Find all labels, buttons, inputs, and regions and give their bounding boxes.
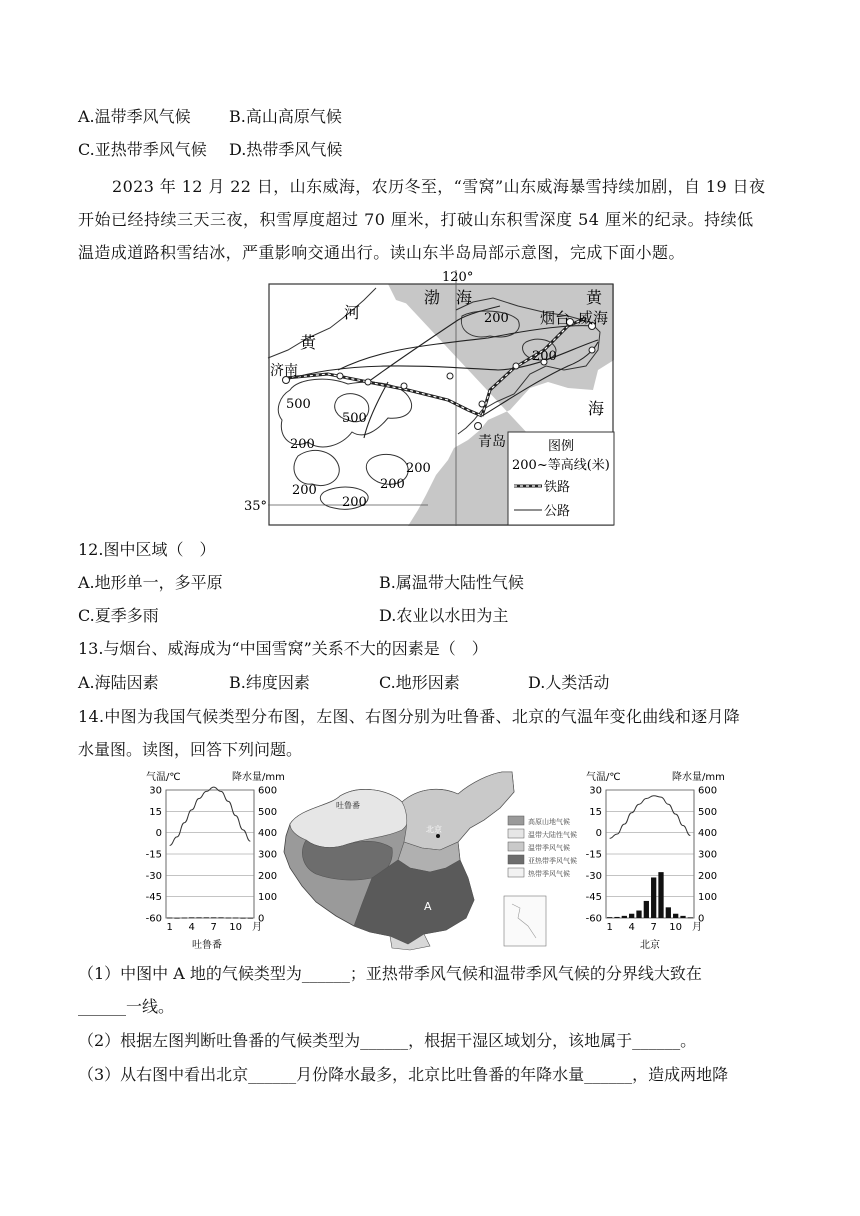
longitude-label: 120° [442,270,474,285]
city-label-weihai: 威海 [578,309,609,327]
map-legend-item: 温带季风气候 [528,844,570,852]
precip-bar [658,872,663,918]
precip-tick-label: 600 [698,785,718,797]
latitude-label: 35° [244,499,268,514]
china-climate-map [284,772,577,950]
temp-tick-label: -15 [145,849,162,861]
precip-bar [666,907,671,918]
month-tick-label: 1 [606,922,613,933]
temp-tick-label: 15 [589,806,602,818]
map-label-a: A [424,900,432,913]
contour-label: 200 [292,483,317,498]
map-label-beijing: 北京 [426,825,442,834]
precip-bar [211,917,216,918]
map-legend-item: 温带大陆性气候 [528,831,577,839]
temp-axis-title: 气温/℃ [146,772,181,783]
precip-bar [218,917,223,918]
q14-sub1-line-2: ______一线。 [78,997,175,1016]
temp-tick-label: -30 [145,870,162,882]
q14-sub1-line-1: （1）中图中 A 地的气候类型为______；亚热带季风气候和温带季风气候的分界线大致在 [78,964,702,983]
q13-stem: 13.与烟台、威海成为“中国雪窝”关系不大的因素是（ ） [78,639,488,658]
q12-option-b: B.属温带大陆性气候 [379,573,524,592]
precip-bar [651,877,656,918]
south-china-sea-inset [504,896,546,946]
precip-bar [673,914,678,918]
temp-tick-label: -45 [585,892,602,904]
q14-sub3: （3）从右图中看出北京______月份降水最多，北京比吐鲁番的年降水量______，造成两地降 [78,1065,729,1084]
precip-tick-label: 200 [258,870,278,882]
precip-tick-label: 500 [258,806,278,818]
shandong-peninsula-map [244,270,614,526]
prev-option-c: C.亚热带季风气候 [78,140,207,159]
temp-tick-label: 30 [589,785,602,797]
river-label-huang: 黄 [300,333,317,352]
precip-bar [167,918,172,919]
contour-label: 200 [532,349,557,364]
sea-label-hai-2: 海 [588,399,605,418]
temp-tick-label: -60 [145,913,162,925]
legend-road: 公路 [544,504,571,519]
q12-option-d: D.农业以水田为主 [379,606,509,625]
beijing-climate-chart [586,770,725,951]
month-unit-label: 月 [252,922,262,933]
city-label-jinan: 济南 [270,363,298,379]
city-label-qingdao: 青岛 [478,434,506,450]
q14-stem-line-2: 水量图。读图，回答下列问题。 [78,740,303,759]
sea-label-huang: 黄 [586,288,603,307]
precip-bar [688,917,693,918]
precip-tick-label: 300 [698,849,718,861]
precip-bar [204,917,209,918]
map-legend-item: 亚热带季风气候 [528,857,577,865]
temp-axis-title: 气温/℃ [586,772,621,783]
temp-tick-label: 0 [595,828,602,840]
precip-bar [226,918,231,919]
temperature-curve [170,787,251,845]
month-tick-label: 7 [210,922,217,933]
contour-label: 500 [342,411,367,426]
precip-bar [636,911,641,918]
turpan-climate-chart [146,770,285,951]
precip-bar [607,917,612,918]
prev-option-d: D.热带季风气候 [229,140,343,159]
map-label-turpan: 吐鲁番 [336,801,360,810]
river-label-he: 河 [344,303,361,322]
contour-label: 200 [484,311,509,326]
temp-tick-label: -60 [585,913,602,925]
temp-tick-label: -45 [145,892,162,904]
month-tick-label: 7 [650,922,657,933]
temperature-curve [610,796,691,839]
precip-bar [614,917,619,918]
precip-axis-title: 降水量/mm [672,772,725,783]
precip-tick-label: 400 [698,828,718,840]
map-legend-item: 高原山地气候 [528,818,570,826]
month-unit-label: 月 [692,922,702,933]
precip-tick-label: 400 [258,828,278,840]
map-legend [508,432,614,525]
contour-label: 200 [290,437,315,452]
legend-railway: 铁路 [544,480,571,495]
precip-bar [248,918,253,919]
map-legend-item: 热带季风气候 [528,870,570,878]
precip-axis-title: 降水量/mm [232,772,285,783]
city-label-yantai: 烟台 [540,309,571,327]
precip-bar [233,918,238,919]
q12-option-a: A.地形单一，多平原 [78,573,223,592]
sea-label-hai-1: 海 [456,288,473,307]
passage-line-3: 温造成道路积雪结冰，严重影响交通出行。读山东半岛局部示意图，完成下面小题。 [78,243,685,262]
precip-tick-label: 100 [258,892,278,904]
contour-label: 200 [342,495,367,510]
precip-tick-label: 600 [258,785,278,797]
month-tick-label: 10 [229,922,243,933]
precip-bar [622,916,627,918]
month-tick-label: 4 [188,922,195,933]
precip-tick-label: 300 [258,849,278,861]
precip-tick-label: 100 [698,892,718,904]
q14-sub2: （2）根据左图判断吐鲁番的气候类型为______，根据干湿区域划分，该地属于______。 [78,1031,697,1050]
precip-tick-label: 0 [258,913,265,925]
contour-label: 200 [380,477,405,492]
precip-bar [629,914,634,918]
q13-option-d: D.人类活动 [528,673,610,692]
temp-tick-label: 30 [149,785,162,797]
prev-option-a: A.温带季风气候 [78,107,191,126]
prev-option-b: B.高山高原气候 [229,107,342,126]
q13-option-c: C.地形因素 [379,673,460,692]
q12-option-c: C.夏季多雨 [78,606,159,625]
passage-line-2: 开始已经持续三天三夜，积雪厚度超过 70 厘米，打破山东积雪深度 54 厘米的纪录。持续低 [78,210,754,229]
temp-tick-label: -15 [585,849,602,861]
precip-bar [644,901,649,918]
precip-tick-label: 500 [698,806,718,818]
station-label-beijing: 北京 [640,940,660,951]
temp-tick-label: -30 [585,870,602,882]
sea-label-bo: 渤 [424,288,441,307]
q12-stem: 12.图中区域（ ） [78,540,216,559]
precip-bar [240,918,245,919]
precip-tick-label: 200 [698,870,718,882]
climate-map-legend [508,816,577,878]
precip-bar [680,916,685,918]
legend-contour: 200~等高线(米) [512,458,610,473]
q14-stem-line-1: 14.中图为我国气候类型分布图，左图、右图分别为吐鲁番、北京的气温年变化曲线和逐月降 [78,707,741,726]
precip-tick-label: 0 [698,913,705,925]
climate-figure [140,768,740,950]
q13-option-a: A.海陆因素 [78,673,159,692]
station-label-turpan: 吐鲁番 [192,940,222,951]
precip-bar [196,917,201,918]
precip-bar [189,917,194,918]
month-tick-label: 10 [669,922,683,933]
passage-line-1: 2023 年 12 月 22 日，山东威海，农历冬至，“雪窝”山东威海暴雪持续加剧，自 19 日夜 [112,177,766,196]
precip-bar [182,918,187,919]
month-tick-label: 4 [628,922,635,933]
q13-option-b: B.纬度因素 [229,673,310,692]
temp-tick-label: 15 [149,806,162,818]
contour-label: 500 [286,397,311,412]
temp-tick-label: 0 [155,828,162,840]
contour-label: 200 [406,461,431,476]
precip-bar [174,918,179,919]
legend-title: 图例 [548,439,575,454]
month-tick-label: 1 [166,922,173,933]
